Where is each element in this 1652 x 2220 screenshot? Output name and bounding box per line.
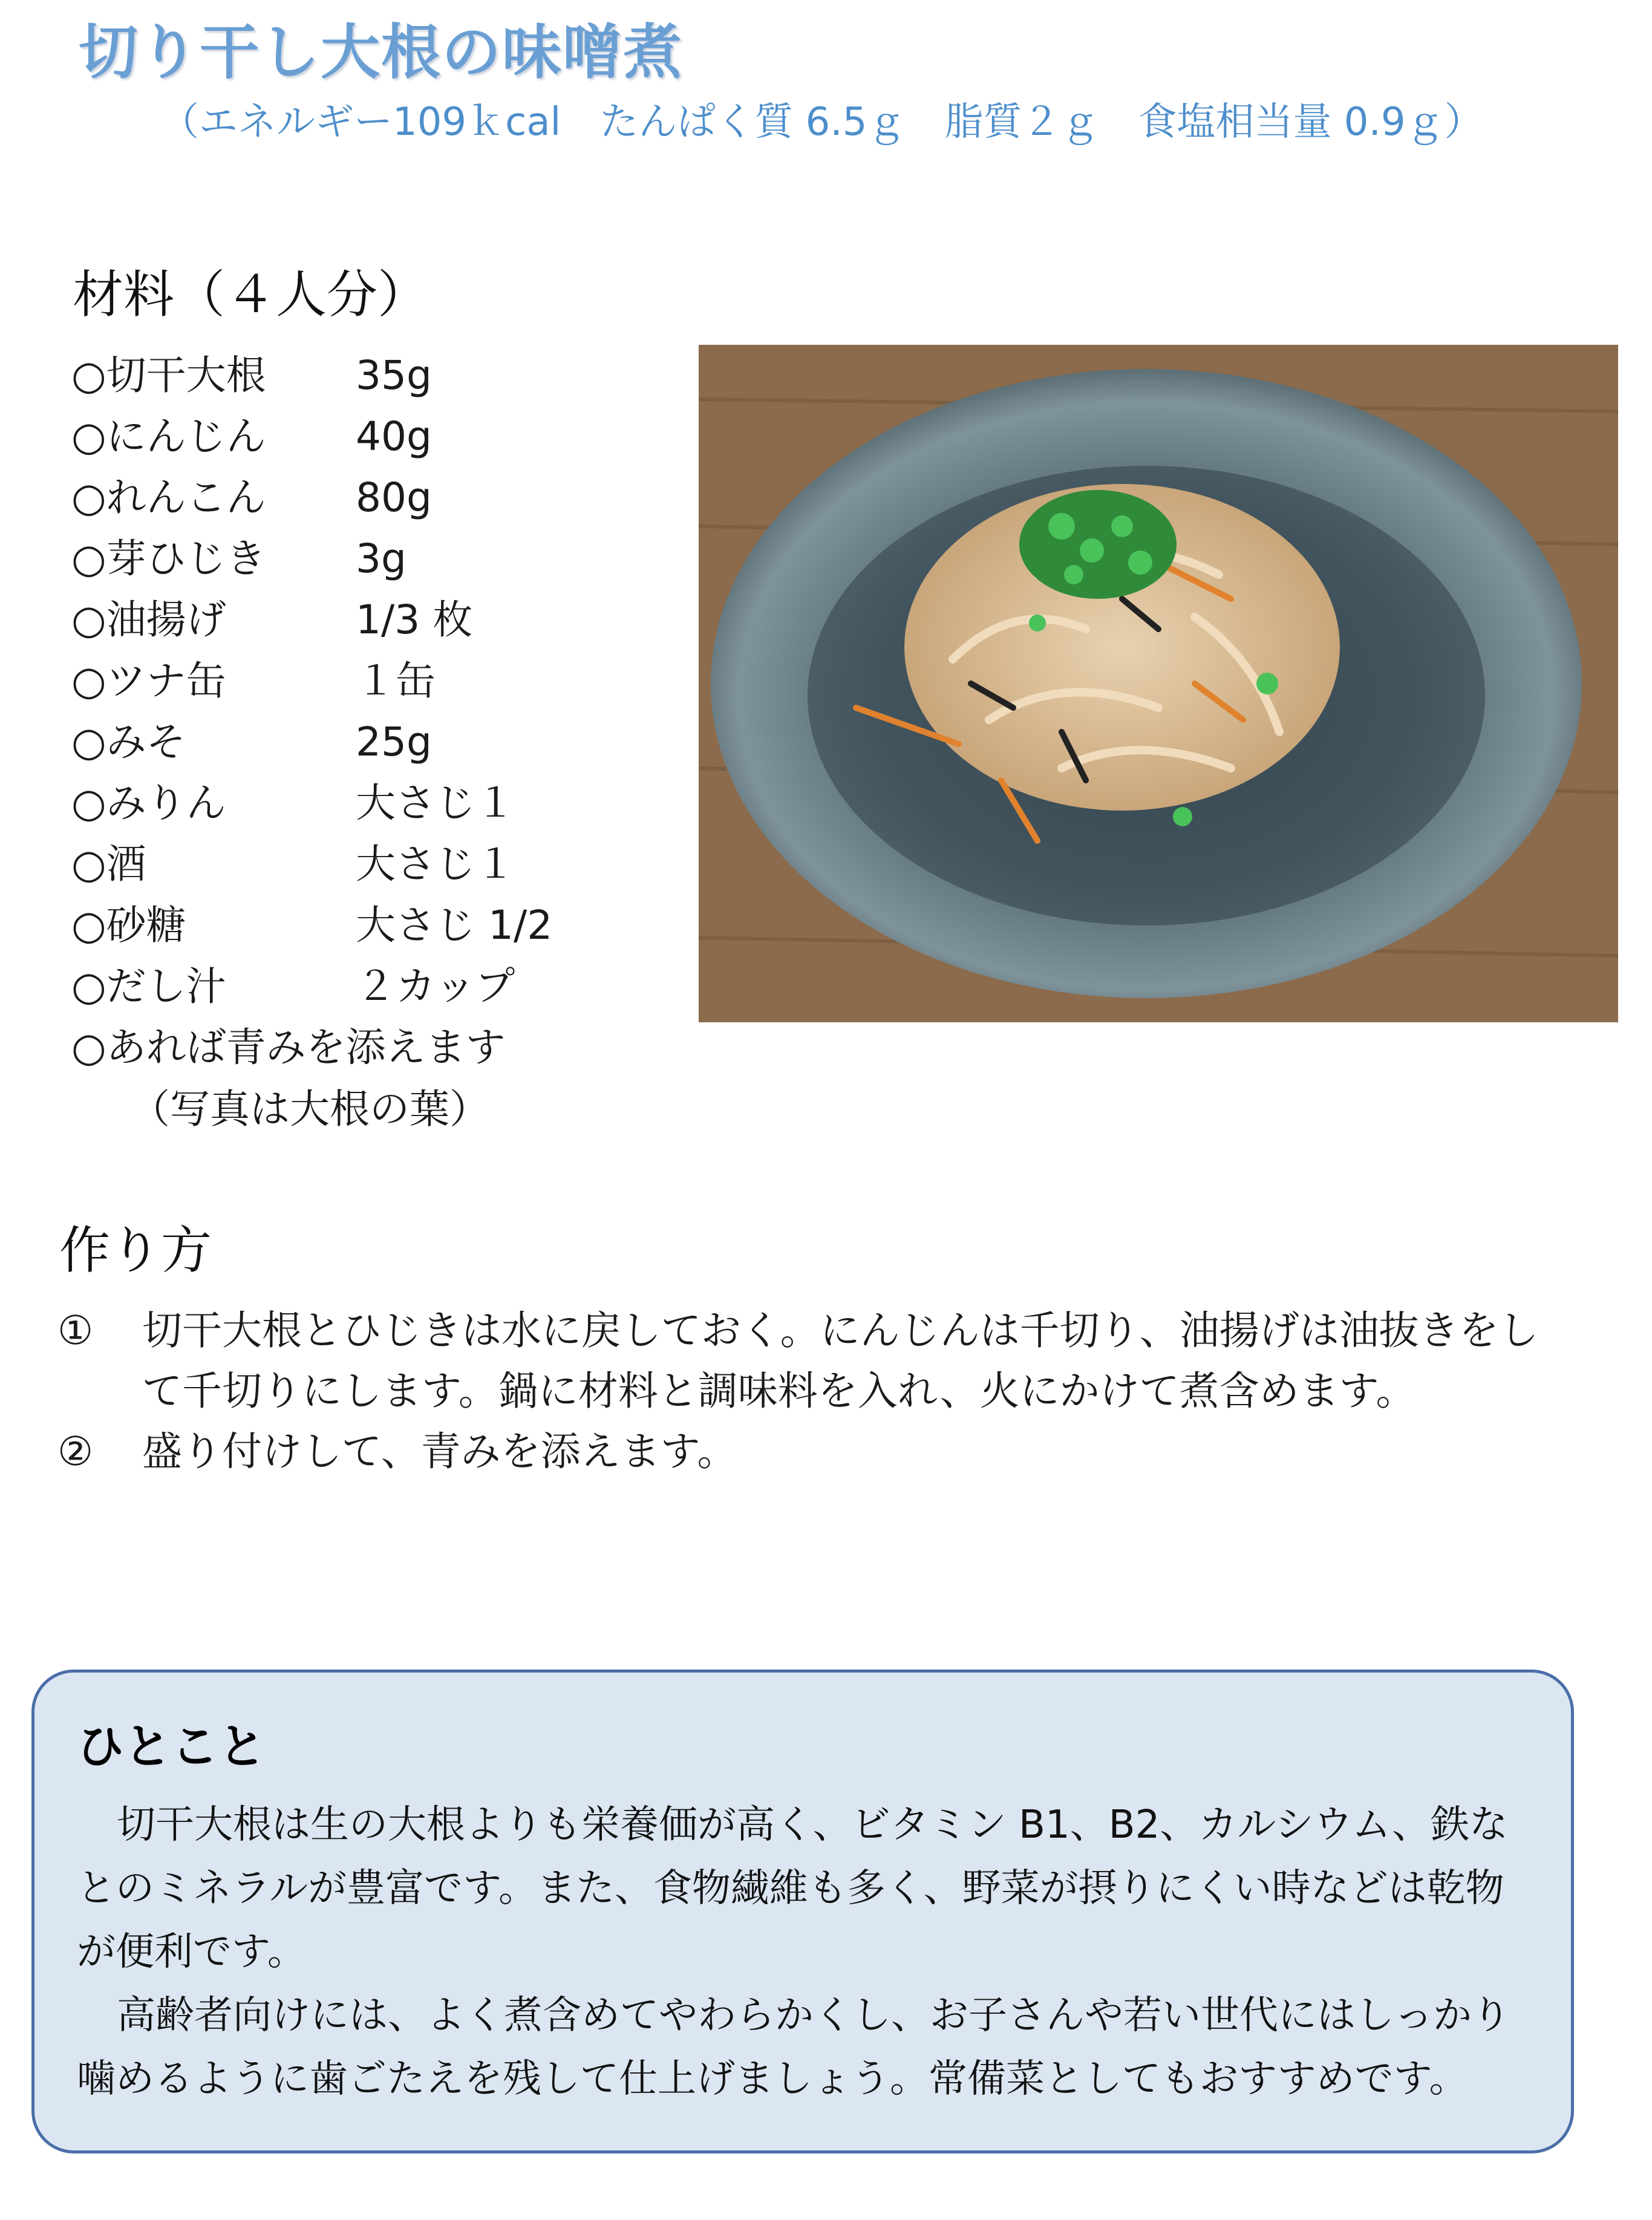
dish-photo-illustration [699, 345, 1618, 1022]
ingredient-amount: 大さじ 1/2 [356, 902, 553, 948]
ingredients-list [71, 345, 552, 1078]
ingredient-amount: 大さじ１ [356, 841, 515, 887]
ingredient-item [71, 345, 552, 406]
ingredient-name: ○芽ひじき [71, 535, 266, 582]
ingredient-name: ○れんこん [71, 474, 266, 521]
ingredient-item [71, 711, 552, 772]
nutrition-info: （エネルギー109ｋcal たんぱく質 6.5ｇ 脂質２ｇ 食塩相当量 0.9ｇ） [160, 100, 1483, 145]
tip-paragraph [77, 1794, 1529, 1984]
ingredient-item [71, 895, 552, 956]
ingredient-name: ○砂糖 [71, 902, 186, 948]
step-item [57, 1301, 1570, 1422]
ingredient-amount: 35g [356, 352, 432, 399]
ingredient-item [71, 467, 552, 528]
ingredient-name: ○あれば青みを添えます [71, 1024, 506, 1071]
ingredient-item [71, 650, 552, 711]
tip-box [31, 1670, 1574, 2153]
recipe-title: 切り干し大根の味噌煮 [79, 18, 684, 87]
tip-paragraph-text: 高齢者向けには、よく煮含めてやわらかくし、お子さんや若い世代にはしっかり噛めるように歯ごたえを残して仕上げましょう。常備菜としてもおすすめです。 [77, 1993, 1510, 2101]
tip-paragraph-text: 切干大根は生の大根よりも栄養価が高く、ビタミン B1、B2、カルシウム、鉄なとのミネラルが豊富です。また、食物繊維も多く、野菜が摂りにくい時などは乾物が便利です。 [77, 1803, 1508, 1974]
ingredient-amount: 3g [356, 535, 406, 582]
tip-paragraph [77, 1984, 1529, 2111]
ingredients-note: （写真は大根の葉） [130, 1086, 489, 1132]
method-heading: 作り方 [59, 1221, 212, 1280]
dish-photo [699, 345, 1618, 1022]
ingredient-amount: １缶 [356, 658, 436, 704]
ingredient-item [71, 589, 552, 650]
ingredient-item [71, 956, 552, 1017]
ingredient-amount: ２カップ [356, 963, 515, 1010]
ingredient-item [71, 406, 552, 467]
ingredient-item [71, 1017, 552, 1078]
ingredient-amount: 大さじ１ [356, 780, 515, 826]
ingredients-heading: 材料（４人分） [73, 265, 429, 324]
step-text: 切干大根とひじきは水に戻しておく。にんじんは千切り、油揚げは油抜きをして千切りにします。鍋に材料と調味料を入れ、火にかけて煮含めます。 [142, 1307, 1539, 1414]
ingredient-amount: 1/3 枚 [356, 596, 473, 643]
ingredient-amount: 80g [356, 474, 432, 521]
steps-list [57, 1301, 1570, 1482]
step-item [57, 1422, 1570, 1482]
ingredient-item [71, 834, 552, 895]
step-text: 盛り付けして、青みを添えます。 [142, 1428, 737, 1475]
tip-heading: ひとこと [77, 1720, 266, 1774]
ingredient-amount: 25g [356, 719, 432, 765]
ingredient-name: ○みそ [71, 719, 186, 765]
ingredient-name: ○酒 [71, 841, 146, 887]
ingredient-name: ○にんじん [71, 413, 266, 460]
step-number: ① [57, 1307, 94, 1354]
ingredient-name: ○ツナ缶 [71, 658, 226, 704]
ingredient-name: ○油揚げ [71, 596, 226, 643]
ingredient-name: ○みりん [71, 780, 226, 826]
ingredient-item [71, 528, 552, 589]
ingredient-item [71, 772, 552, 834]
ingredient-name: ○だし汁 [71, 963, 226, 1010]
ingredient-amount: 40g [356, 413, 432, 460]
step-number: ② [57, 1428, 94, 1475]
ingredient-name: ○切干大根 [71, 352, 266, 399]
